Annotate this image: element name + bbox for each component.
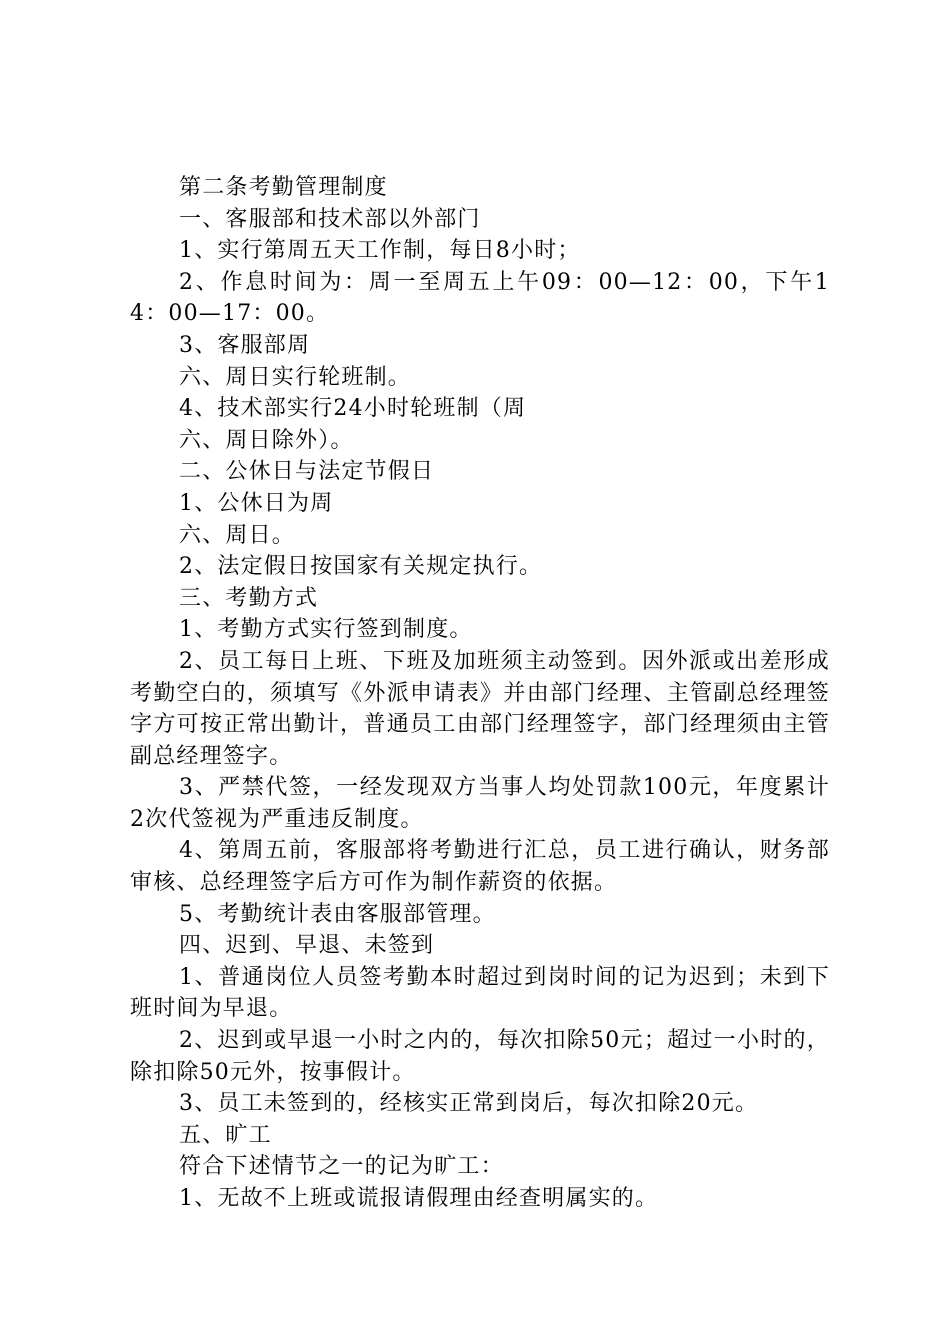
paragraph: 2、作息时间为：周一至周五上午09：00—12：00，下午14：00—17：00。 bbox=[130, 269, 830, 327]
heading-attendance-method: 三、考勤方式 bbox=[179, 585, 319, 611]
heading-late-early: 四、迟到、早退、未签到 bbox=[179, 933, 435, 959]
paragraph: 3、严禁代签，一经发现双方当事人均处罚款100元，年度累计2次代签视为严重违反制度。 bbox=[130, 775, 830, 832]
paragraph: 4、第周五前，客服部将考勤进行汇总，员工进行确认，财务部审核、总经理签字后方可作为制作薪资的依据。 bbox=[130, 838, 830, 896]
paragraph: 1、实行第周五天工作制，每日8小时； bbox=[179, 238, 581, 264]
paragraph: 3、员工未签到的，经核实正常到岗后，每次扣除20元。 bbox=[179, 1091, 759, 1117]
paragraph: 符合下述情节之一的记为旷工： bbox=[179, 1154, 504, 1180]
heading-other-departments: 一、客服部和技术部以外部门 bbox=[179, 206, 481, 232]
paragraph: 六、周日除外）。 bbox=[179, 427, 354, 453]
paragraph: 1、无故不上班或谎报请假理由经查明属实的。 bbox=[179, 1186, 659, 1211]
paragraph: 2、法定假日按国家有关规定执行。 bbox=[179, 554, 543, 580]
paragraph: 2、迟到或早退一小时之内的，每次扣除50元；超过一小时的，除扣除50元外，按事假计。 bbox=[130, 1028, 830, 1085]
paragraph: 六、周日。 bbox=[179, 522, 296, 548]
paragraph: 1、公休日为周 bbox=[179, 490, 334, 516]
paragraph: 六、周日实行轮班制。 bbox=[179, 364, 412, 390]
paragraph: 1、考勤方式实行签到制度。 bbox=[179, 617, 473, 643]
paragraph: 4、技术部实行24小时轮班制（周 bbox=[179, 396, 527, 422]
paragraph: 1、普通岗位人员签考勤本时超过到岗时间的记为迟到；未到下班时间为早退。 bbox=[130, 964, 830, 1022]
heading-absenteeism: 五、旷工 bbox=[179, 1122, 272, 1148]
paragraph: 3、客服部周 bbox=[179, 332, 311, 358]
paragraph: 2、员工每日上班、下班及加班须主动签到。因外派或出差形成考勤空白的，须填写《外派申请表》并由部门经理、主管副总经理签字方可按正常出勤计，普通员工由部门经理签字，部门经理须由主管副总经理签字。 bbox=[130, 648, 830, 769]
paragraph: 5、考勤统计表由客服部管理。 bbox=[179, 901, 496, 927]
heading-holidays: 二、公休日与法定节假日 bbox=[179, 459, 435, 485]
section-title: 第二条考勤管理制度 bbox=[179, 175, 388, 200]
document-body bbox=[130, 172, 830, 1215]
